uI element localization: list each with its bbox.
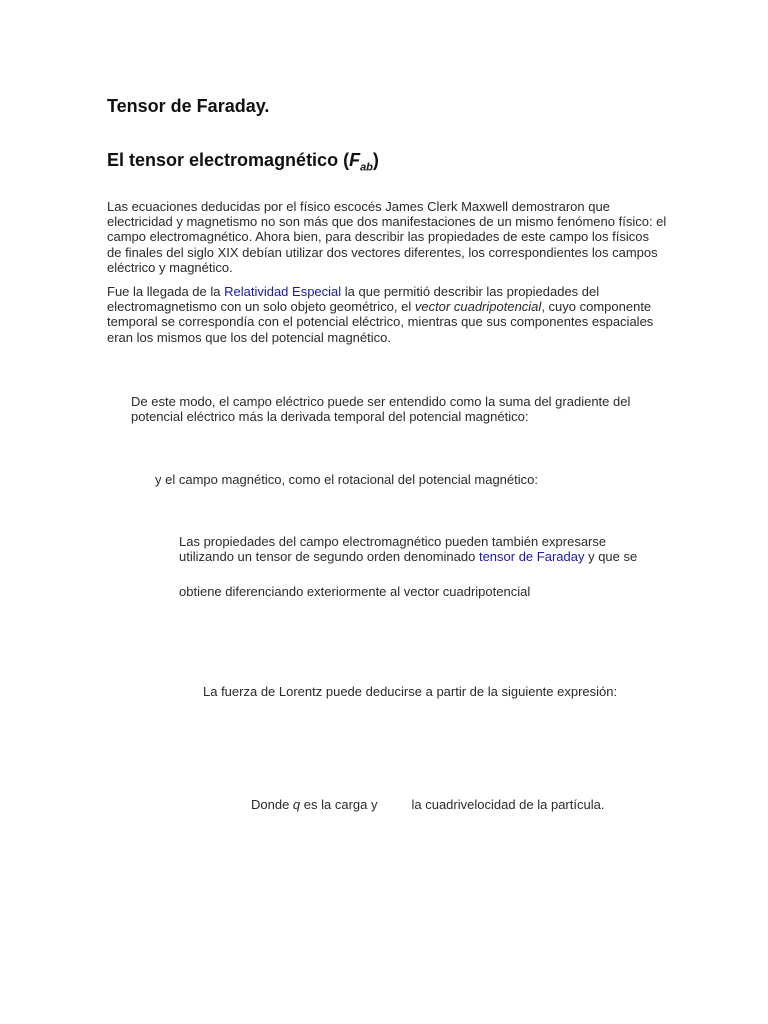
paragraph-faraday-tensor	[179, 534, 659, 564]
section-title-suffix: )	[372, 150, 379, 170]
document-title: Tensor de Faraday.	[107, 96, 270, 116]
paragraph-electric-field: De este modo, el campo eléctrico puede ser entendido como la suma del gradiente del potencial eléctrico más la derivada temporal del potencial magnético:	[131, 394, 631, 425]
tensor-de-faraday-link[interactable]: tensor de Faraday	[478, 549, 585, 565]
relatividad-especial-link[interactable]: Relatividad Especial	[224, 284, 342, 299]
paragraph-relativity	[107, 284, 667, 345]
paragraph-text: Donde	[251, 797, 293, 812]
paragraph-text: , cuyo componente temporal se correspondía con el potencial eléctrico, mientras que sus componentes espaciales eran los mismos que los del potencial magnético.	[107, 299, 654, 345]
paragraph-text: Las propiedades del campo electromagnético pueden también expresarse utilizando un tensor de segundo orden denominado	[179, 534, 607, 565]
vector-cuadripotencial-term: vector cuadripotencial	[414, 299, 542, 315]
paragraph-lorentz-force: La fuerza de Lorentz puede deducirse a partir de la siguiente expresión:	[203, 684, 618, 699]
paragraph-text: y que se	[584, 549, 638, 565]
paragraph-text: la cuadrivelocidad de la partícula.	[411, 797, 605, 812]
paragraph-exterior-derivative: obtiene diferenciando exteriormente al vector cuadripotencial	[179, 584, 531, 599]
paragraph-charge-velocity	[251, 797, 671, 812]
tensor-subscript: ab	[360, 161, 373, 174]
paragraph-magnetic-field: y el campo magnético, como el rotacional del potencial magnético:	[155, 472, 538, 487]
paragraph-text: la que permitió describir las propiedades del electromagnetismo con un solo objeto geométrico, el	[107, 284, 600, 315]
section-title	[107, 150, 379, 174]
section-title-prefix: El tensor electromagnético (	[107, 150, 350, 170]
paragraph-maxwell: Las ecuaciones deducidas por el físico escocés James Clerk Maxwell demostraron que electricidad y magnetismo no son más que dos manifestaciones de un mismo fenómeno físico: el campo electromagnético. Ahora bien, para describir las propiedades de este campo los físicos de finales del siglo XIX debían utilizar dos vectores diferentes, los correspondientes los campos eléctrico y magnético.	[107, 199, 667, 275]
tensor-symbol: F	[349, 150, 361, 170]
paragraph-text: Fue la llegada de la	[107, 284, 225, 299]
paragraph-text: es la carga y	[300, 797, 378, 812]
charge-symbol: q	[292, 797, 301, 812]
